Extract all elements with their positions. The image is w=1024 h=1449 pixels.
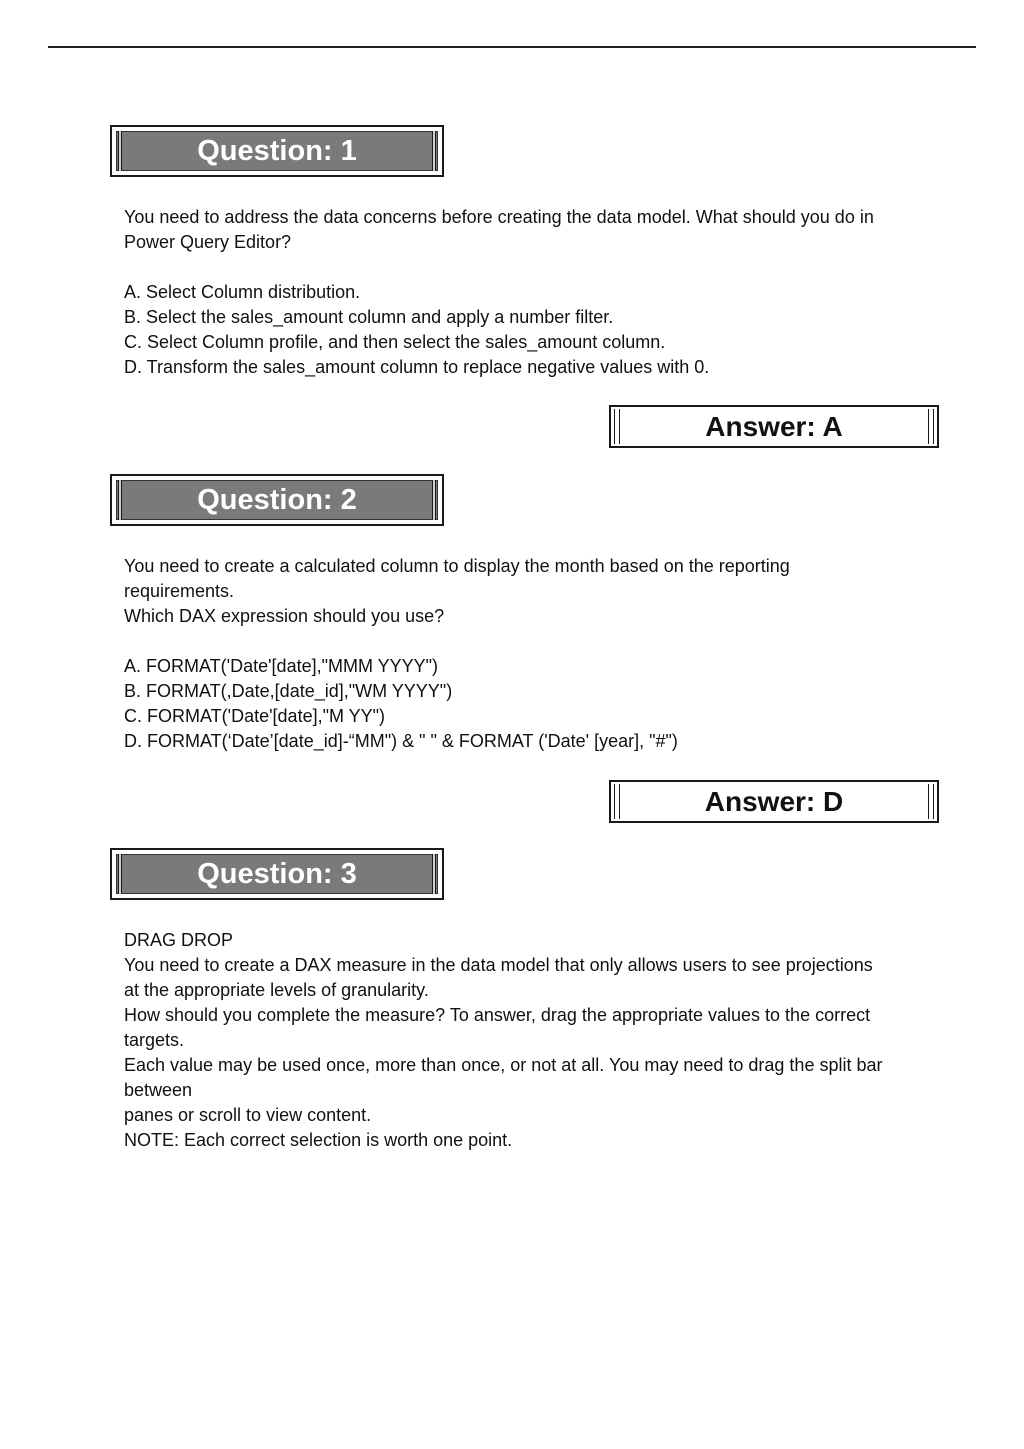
question-1-options xyxy=(124,280,934,380)
option-d: D. Transform the sales_amount column to replace negative values with 0. xyxy=(124,357,710,377)
prompt-line: You need to address the data concerns before creating the data model. What should you do in xyxy=(124,207,874,227)
prompt-line: Power Query Editor? xyxy=(124,232,292,252)
question-2-heading: Question: 2 xyxy=(197,483,357,516)
option-c: C. FORMAT('Date'[date],"M YY") xyxy=(124,706,386,726)
option-b: B. Select the sales_amount column and apply a number filter. xyxy=(124,307,614,327)
question-1-prompt xyxy=(124,205,934,255)
option-c: C. Select Column profile, and then select the sales_amount column. xyxy=(124,332,666,352)
question-3-heading: Question: 3 xyxy=(197,857,357,890)
prompt-line: NOTE: Each correct selection is worth one point. xyxy=(124,1130,513,1150)
header-rule xyxy=(48,46,976,48)
prompt-line: targets. xyxy=(124,1030,185,1050)
option-a: A. Select Column distribution. xyxy=(124,282,361,302)
question-1-banner xyxy=(110,125,444,177)
prompt-line: You need to create a calculated column to display the month based on the reporting xyxy=(124,556,790,576)
option-d: D. FORMAT(‘Date’[date_id]-“MM") & " " & FORMAT ('Date' [year], "#") xyxy=(124,731,678,751)
answer-label: Answer: A xyxy=(705,410,843,442)
prompt-line: between xyxy=(124,1080,193,1100)
prompt-line: panes or scroll to view content. xyxy=(124,1105,372,1125)
question-2-options xyxy=(124,654,934,754)
question-3-banner xyxy=(110,848,444,900)
answer-label: Answer: D xyxy=(704,785,844,817)
prompt-line: Each value may be used once, more than once, or not at all. You may need to drag the split bar xyxy=(124,1055,883,1075)
prompt-line: You need to create a DAX measure in the data model that only allows users to see projections xyxy=(124,955,873,975)
question-1-heading: Question: 1 xyxy=(197,134,357,167)
question-2-prompt xyxy=(124,554,934,629)
prompt-line: at the appropriate levels of granularity. xyxy=(124,980,429,1000)
question-1-answer xyxy=(609,405,939,448)
question-2-banner xyxy=(110,474,444,526)
prompt-line: DRAG DROP xyxy=(124,930,234,950)
prompt-line: Which DAX expression should you use? xyxy=(124,606,445,626)
option-b: B. FORMAT(,Date,[date_id],"WM YYYY") xyxy=(124,681,453,701)
prompt-line: requirements. xyxy=(124,581,235,601)
prompt-line: How should you complete the measure? To answer, drag the appropriate values to the correct xyxy=(124,1005,871,1025)
question-2-answer xyxy=(609,780,939,823)
question-3-prompt xyxy=(124,928,934,1153)
option-a: A. FORMAT('Date'[date],"MMM YYYY") xyxy=(124,656,439,676)
